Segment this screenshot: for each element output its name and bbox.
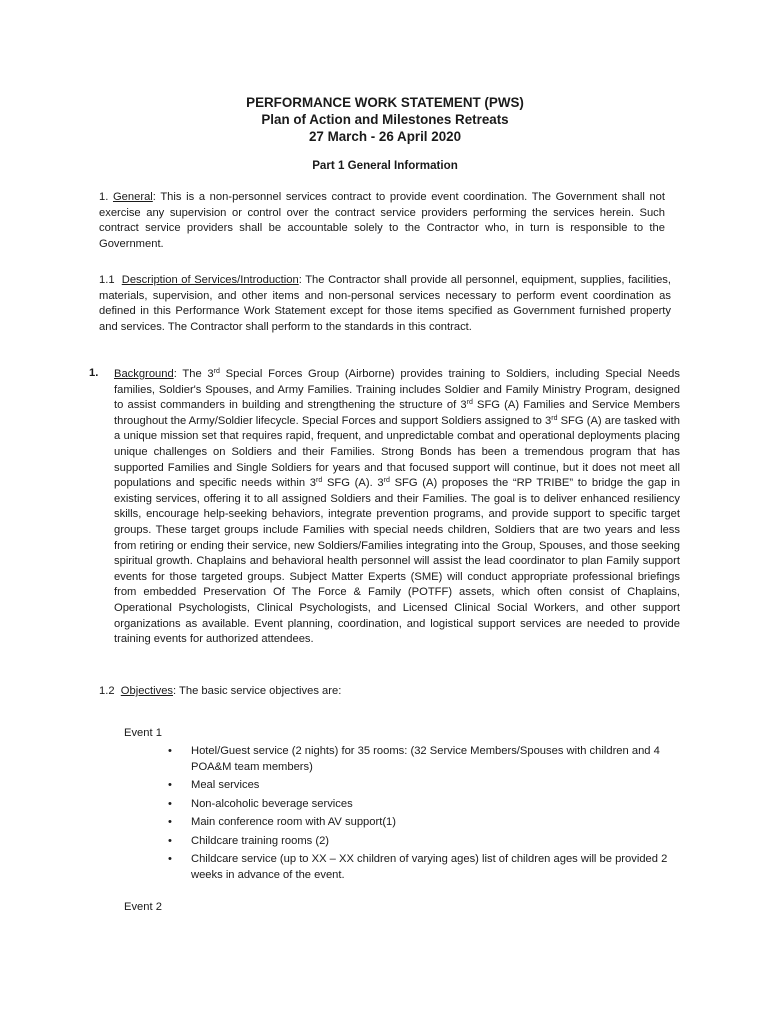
section-objectives (99, 684, 659, 700)
bg-ordinal: rd (213, 368, 220, 375)
list-item-text: Hotel/Guest service (2 nights) for 35 rooms: (32 Service Members/Spouses with children and 4 POA&M team members) (191, 745, 660, 773)
list-item-text: Non-alcoholic beverage services (191, 797, 353, 810)
section-number: 1.2 (99, 685, 115, 697)
bg-text-5: SFG (A). 3 (322, 477, 384, 490)
bg-text-1: : The 3 (173, 368, 214, 380)
list-item (163, 744, 683, 775)
event-2-label: Event 2 (124, 901, 162, 913)
part-1-heading: Part 1 General Information (312, 159, 458, 172)
bg-text-3: SFG (A) Families and Service Members throughout the Army/Soldier lifecycle. Special Forces and support Soldiers assigned to 3 (114, 399, 680, 427)
section-text: : This is a non-personnel services contract to provide event coordination. The Government shall not exercise any supervision or control over the contract service providers performing the services herein. Such contract service providers shall be accountable solely to the Contractor who, in turn is responsible to the Government. (99, 191, 666, 250)
list-item-text: Meal services (191, 779, 260, 792)
bullet-icon: • (168, 816, 172, 829)
bg-text-2: Special Forces Group (Airborne) provides training to Soldiers, including Special Needs families, Soldier's Spouses, and Army Families. Training includes Soldier and Family Ministry Program, designed to assist commanders in building and strengthening the structure of 3 (114, 368, 681, 412)
document-title (0, 94, 770, 145)
bg-text-6: SFG (A) proposes the “RP TRIBE” to bridge the gap in existing services, offering it to all assigned Soldiers and their Families. The goal is to deliver enhanced resiliency skills, encourage help-seeking behaviors, integrate prevention programs, and provide support to specific target groups. These target groups include Families with special needs children, Soldiers that are two years and less from retiring or ending their service, new Soldiers/Families integrating into the Group, Spouses, and those seeking spiritual growth. Chaplains and behavioral health personnel will assist the lead coordinator to plan Family support events for those targeted groups. Subject Matter Experts (SME) will conduct appropriate professional briefings from embedded Preservation Of The Force & Family (POTFF) assets, which often consist of Chaplains, Operational Psychologists, Clinical Psychologists, and Licensed Clinical Social Workers, and other support organizations as available. Event planning, coordination, and logistical support services are needed to provide training events for authorized attendees. (114, 477, 680, 646)
bg-ordinal: rd (383, 477, 390, 485)
section-heading: Background (114, 368, 174, 380)
event-1-label: Event 1 (124, 727, 162, 739)
section-general (99, 190, 665, 252)
bg-text-4: SFG (A) are tasked with a unique mission set that requires rapid, frequent, and unpredictable combat and operational deployments placing unique challenges on Soldiers and their Families. Strong Bonds has been a tremendous program that has supported Families and Single Soldiers for years and that focused support will continue, but it does not meet all populations and specific needs within 3 (114, 414, 680, 490)
bg-ordinal: rd (466, 399, 473, 407)
section-heading: General (112, 191, 153, 203)
list-item (163, 852, 683, 883)
list-item-text: Main conference room with AV support(1) (191, 816, 396, 829)
section-background (114, 367, 680, 648)
list-item (163, 797, 683, 813)
list-item-text: Childcare training rooms (2) (191, 834, 330, 847)
section-description (99, 273, 671, 335)
bullet-icon: • (168, 834, 172, 847)
bullet-icon: • (168, 745, 172, 757)
bg-ordinal: rd (551, 414, 558, 422)
bullet-icon: • (168, 853, 172, 866)
list-item (163, 815, 683, 831)
section-number: 1. (99, 191, 109, 203)
bullet-icon: • (168, 779, 172, 792)
section-heading: Description of Services/Introduction (121, 274, 299, 286)
section-number: 1.1 (99, 274, 115, 286)
title-line-plan: Plan of Action and Milestones Retreats (261, 112, 509, 127)
bullet-icon: • (168, 797, 172, 810)
event-1-list (163, 744, 683, 886)
bg-ordinal: rd (316, 477, 323, 485)
list-item (163, 834, 683, 850)
title-line-dates: 27 March - 26 April 2020 (308, 129, 462, 144)
section-heading: Objectives (120, 685, 174, 697)
list-item (163, 778, 683, 794)
title-line-pws: PERFORMANCE WORK STATEMENT (PWS) (246, 95, 524, 110)
background-number: 1. (89, 367, 99, 379)
list-item-text: Childcare service (up to XX – XX children of varying ages) list of children ages will be provided 2 weeks in advance of the event. (191, 853, 668, 881)
section-text: : The Contractor shall provide all personnel, equipment, supplies, facilities, materials, supervision, and other items and non-personal services necessary to perform event coordination as defined in this Performance Work Statement except for those items specified as Government furnished property and services. The Contractor shall perform to the standards in this contract. (99, 274, 671, 333)
section-text: : The basic service objectives are: (173, 685, 342, 697)
